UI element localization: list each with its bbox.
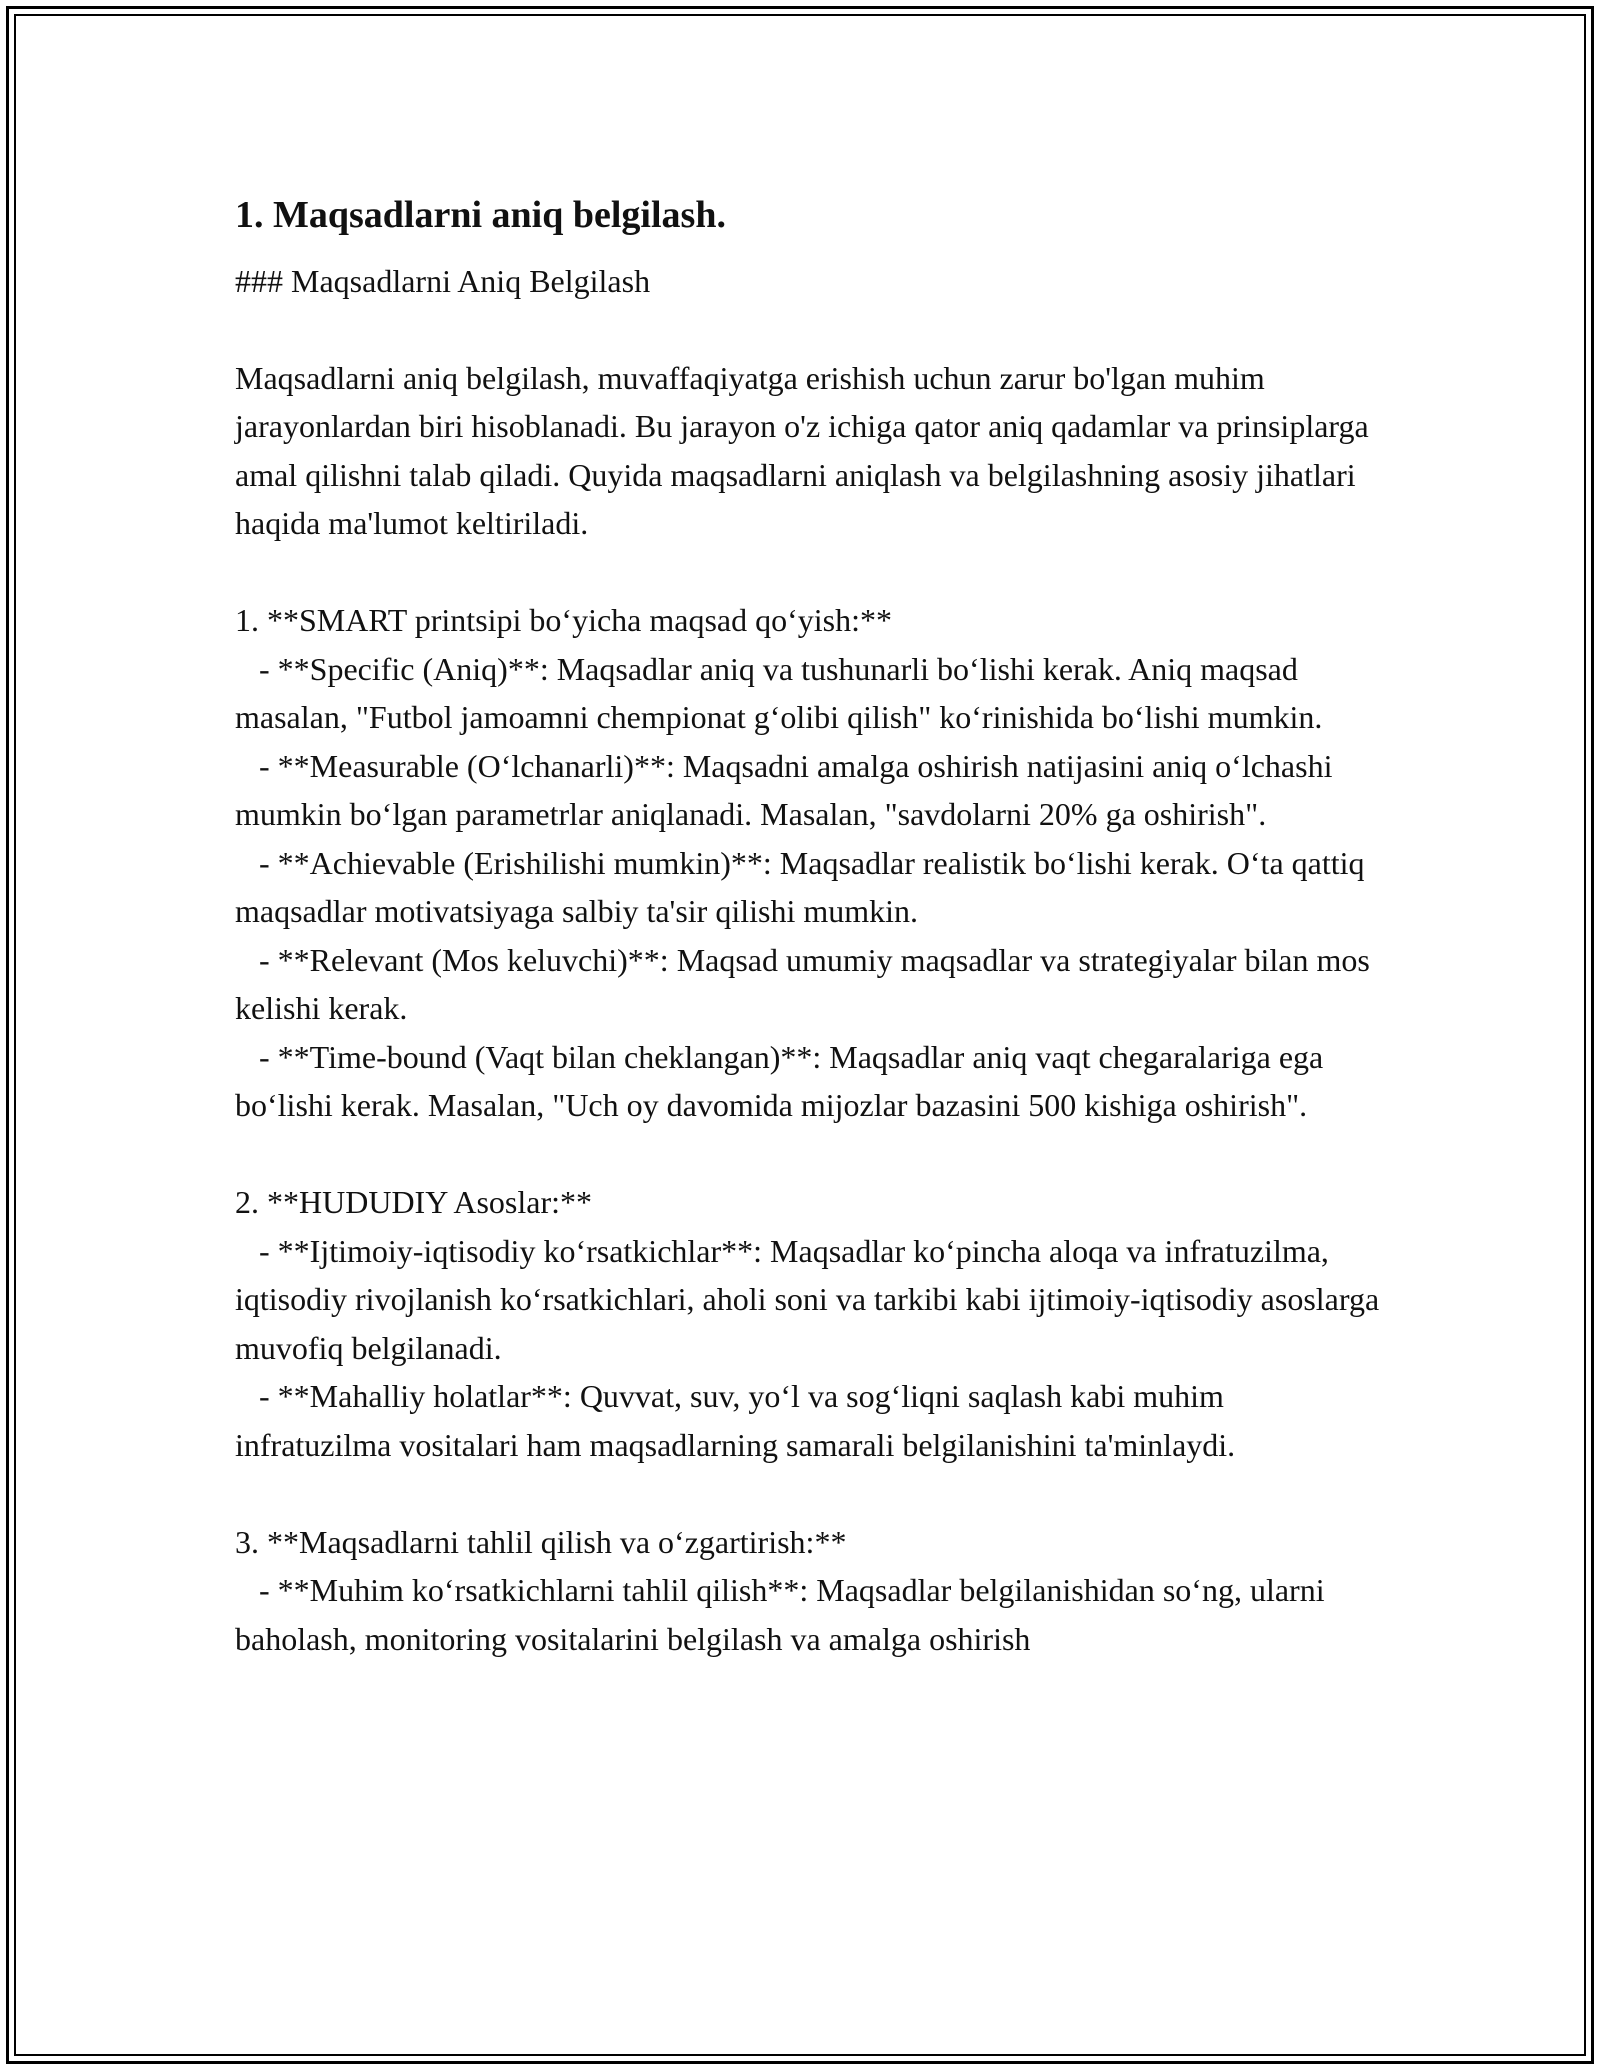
section-heading: 2. **HUDUDIY Asoslar:** [235, 1184, 593, 1220]
document-body [235, 185, 1388, 1663]
spacer [235, 1130, 1380, 1179]
section-item: - **Specific (Aniq)**: Maqsadlar aniq va tushunarli bo‘lishi kerak. Aniq maqsad masalan, "Futbol jamoamni chempionat g‘olibi qilish" ko‘rinishida bo‘lishi mumkin. [235, 650, 1323, 735]
spacer [235, 305, 1380, 354]
spacer [235, 1469, 1380, 1518]
section-item: - **Achievable (Erishilishi mumkin)**: Maqsadlar realistik bo‘lishi kerak. O‘ta qattiq maqsadlar motivatsiyaga salbiy ta'sir qilishi mumkin. [235, 844, 1373, 929]
section-item: - **Mahalliy holatlar**: Quvvat, suv, yo‘l va sog‘liqni saqlash kabi muhim infratuzilma vositalari ham maqsadlarning samarali belgilanishini ta'minlaydi. [235, 1378, 1236, 1463]
section-item: - **Time-bound (Vaqt bilan cheklangan)**: Maqsadlar aniq vaqt chegaralariga ega bo‘lishi kerak. Masalan, "Uch oy davomida mijozlar bazasini 500 kishiga oshirish". [235, 1038, 1332, 1123]
section-item: - **Ijtimoiy-iqtisodiy ko‘rsatkichlar**: Maqsadlar ko‘pincha aloqa va infratuzilma, iqtisodiy rivojlanish ko‘rsatkichlari, aholi soni va tarkibi kabi ijtimoiy-iqtisodiy asoslarga muvofiq belgilanadi. [235, 1232, 1388, 1366]
section-item: - **Measurable (O‘lchanarli)**: Maqsadni amalga oshirish natijasini aniq o‘lchashi mumkin bo‘lgan parametrlar aniqlanadi. Masalan, "savdolarni 20% ga oshirish". [235, 747, 1341, 832]
document-title: 1. Maqsadlarni aniq belgilash. [235, 194, 726, 236]
section-item: - **Muhim ko‘rsatkichlarni tahlil qilish**: Maqsadlar belgilanishidan so‘ng, ularni baholash, monitoring vositalarini belgilash va amalga oshirish [235, 1572, 1333, 1657]
intro-paragraph: Maqsadlarni aniq belgilash, muvaffaqiyatga erishish uchun zarur bo'lgan muhim jarayonlardan biri hisoblanadi. Bu jarayon o'z ichiga qator aniq qadamlar va prinsiplarga amal qilishni talab qiladi. Quyida maqsadlarni aniqlash va belgilashning asosiy jihatlari haqida ma'lumot keltiriladi. [235, 359, 1377, 541]
spacer [235, 548, 1380, 597]
section-heading: 1. **SMART printsipi bo‘yicha maqsad qo‘yish:** [235, 602, 893, 638]
section-item: - **Relevant (Mos keluvchi)**: Maqsad umumiy maqsadlar va strategiyalar bilan mos kelishi kerak. [235, 941, 1378, 1026]
section-heading: 3. **Maqsadlarni tahlil qilish va o‘zgartirish:** [235, 1523, 847, 1560]
document-subheading: ### Maqsadlarni Aniq Belgilash [235, 263, 651, 299]
